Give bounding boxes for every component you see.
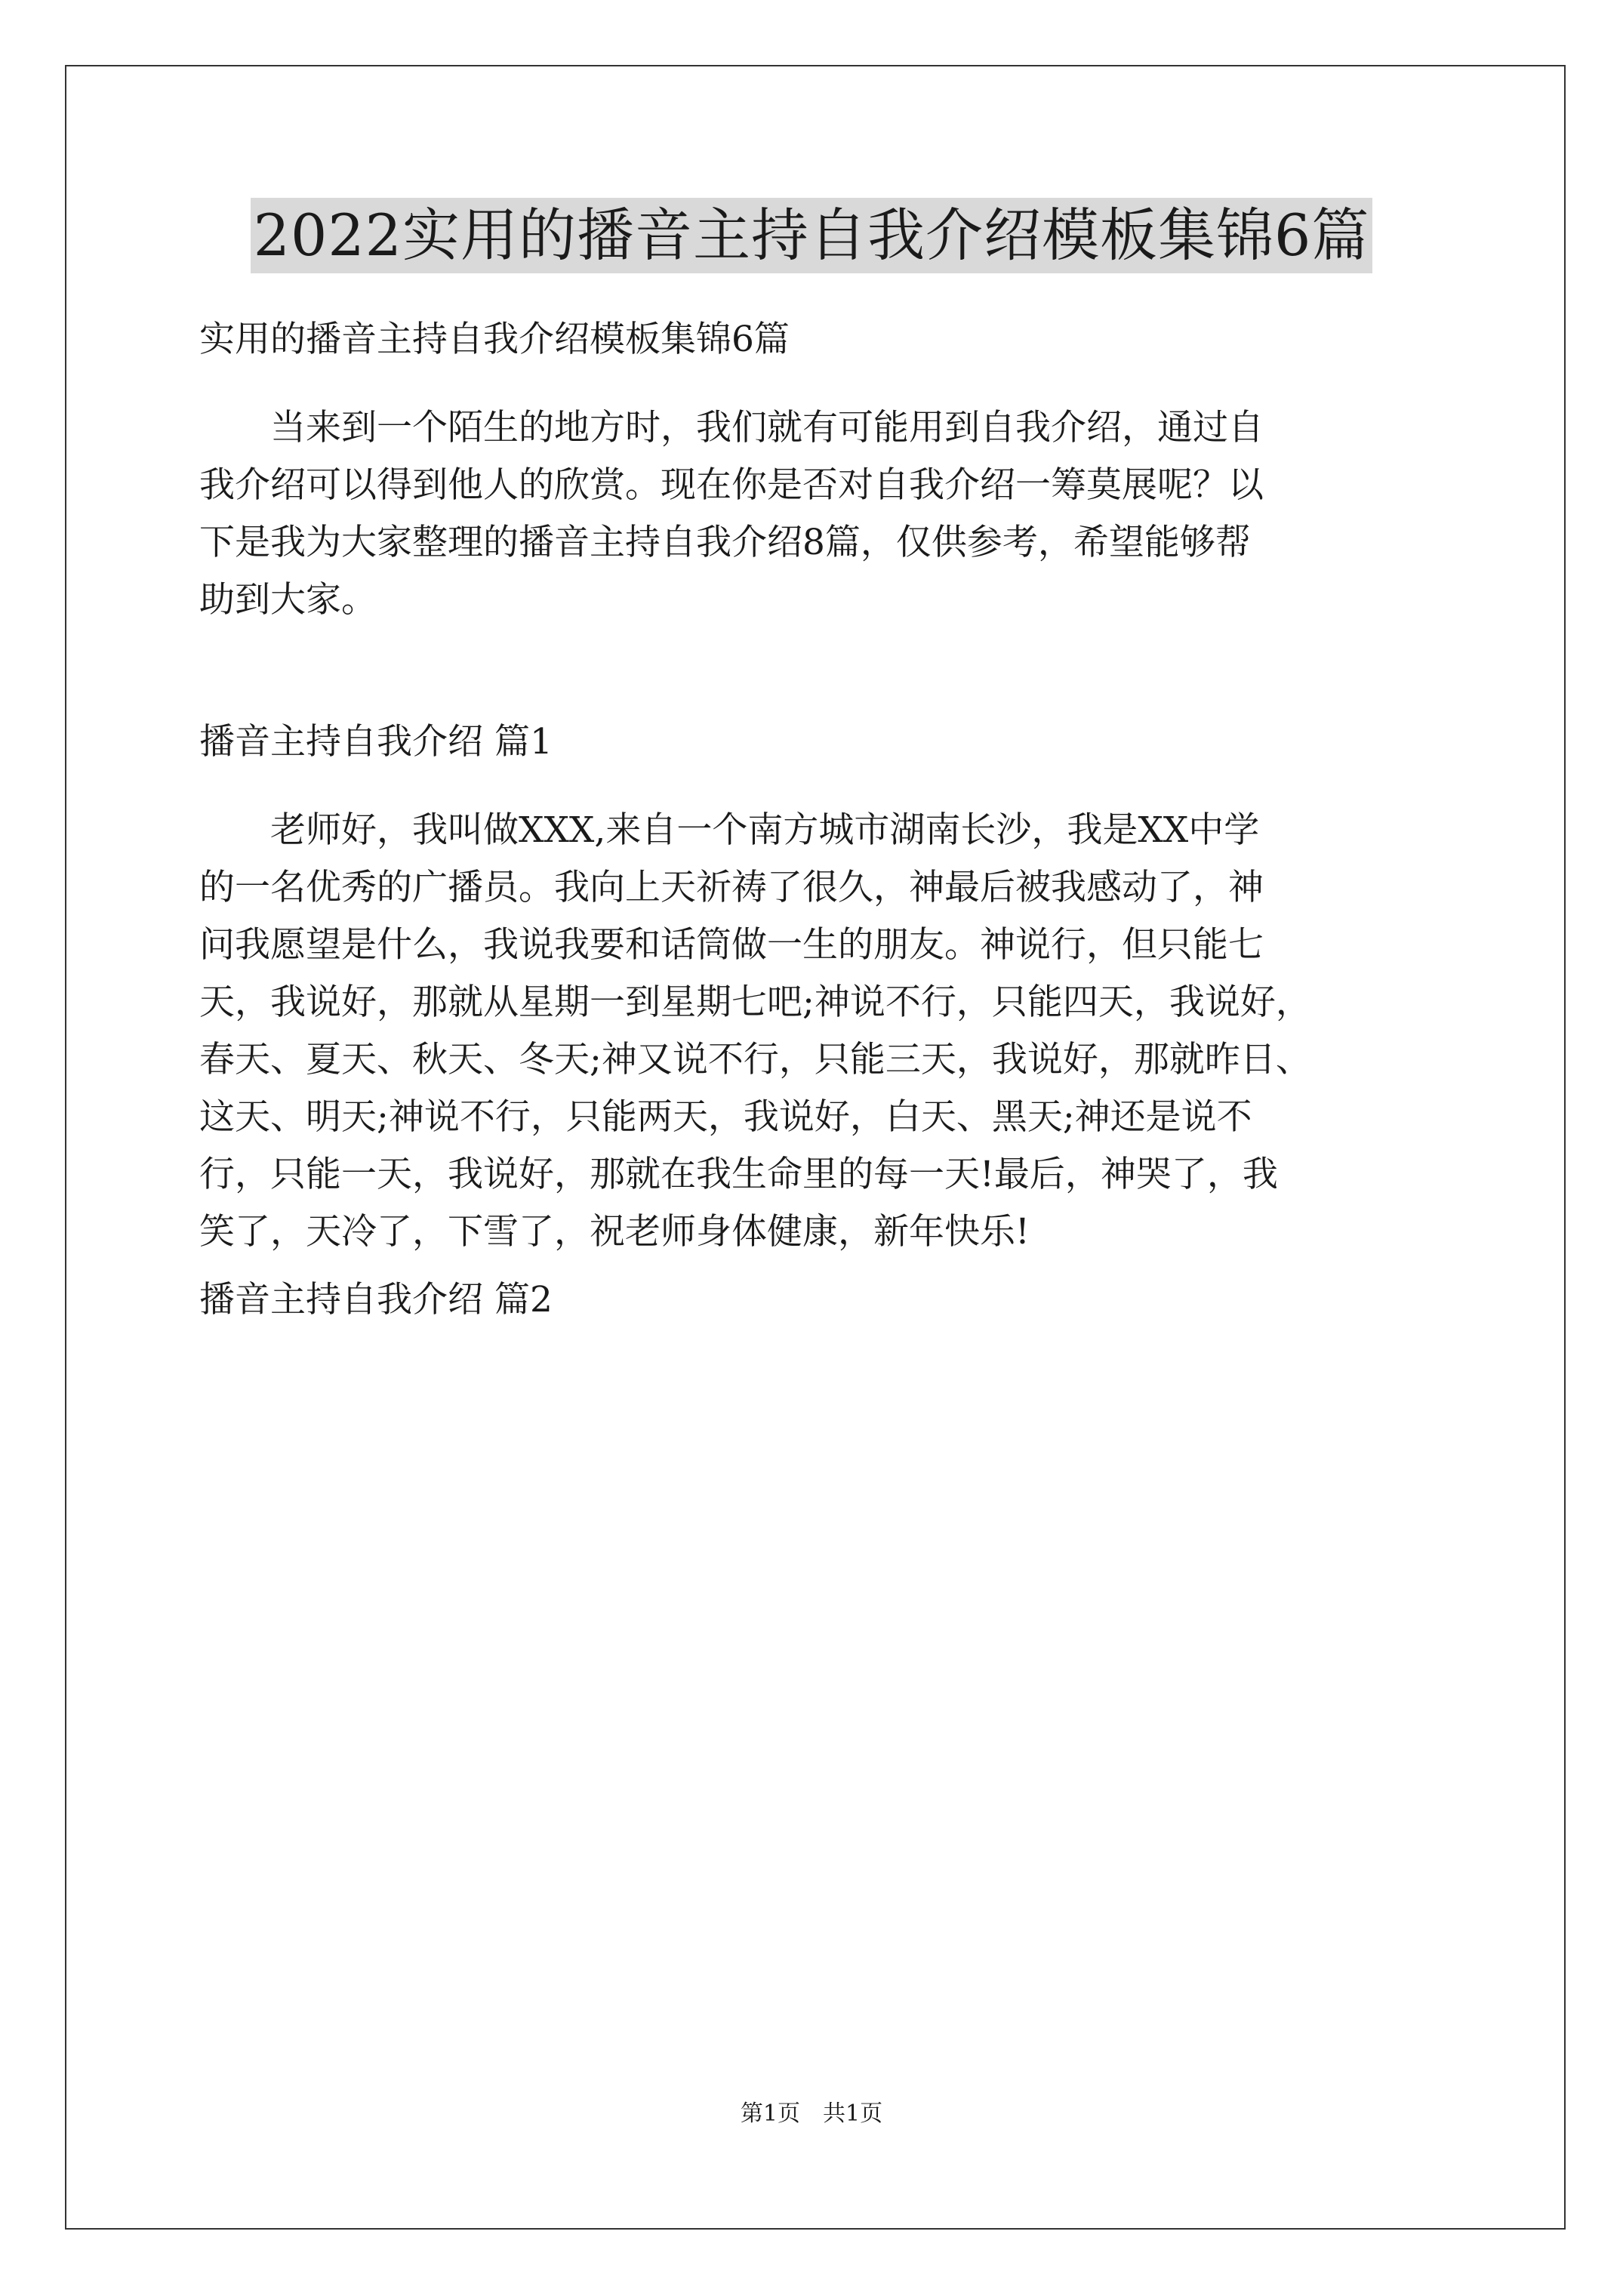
paragraph-line: 的一名优秀的广播员。我向上天祈祷了很久，神最后被我感动了，神 bbox=[199, 867, 1264, 908]
section-heading-1: 播音主持自我介绍 篇1 bbox=[199, 721, 553, 763]
paragraph-line: 笑了，天冷了，下雪了，祝老师身体健康，新年快乐! bbox=[199, 1211, 1030, 1253]
paragraph-line: 我介绍可以得到他人的欣赏。现在你是否对自我介绍一筹莫展呢？以 bbox=[199, 464, 1264, 506]
paragraph-line: 行，只能一天，我说好，那就在我生命里的每一天!最后，神哭了，我 bbox=[199, 1154, 1278, 1195]
section-1-paragraph bbox=[199, 802, 1437, 1261]
paragraph-line: 天，我说好，那就从星期一到星期七吧;神说不行，只能四天，我说好， bbox=[199, 982, 1311, 1023]
document-subtitle: 实用的播音主持自我介绍模板集锦6篇 bbox=[199, 319, 790, 360]
document-title: 2022实用的播音主持自我介绍模板集锦6篇 bbox=[251, 198, 1373, 273]
paragraph-line: 春天、夏天、秋天、冬天;神又说不行，只能三天，我说好，那就昨日、 bbox=[199, 1039, 1311, 1080]
document-body bbox=[199, 311, 1437, 1329]
intro-paragraph bbox=[199, 399, 1437, 629]
page-footer: 第1页 共1页 bbox=[740, 2100, 883, 2127]
title-container bbox=[0, 198, 1623, 273]
paragraph-line: 老师好，我叫做XXX,来自一个南方城市湖南长沙，我是XX中学 bbox=[199, 809, 1260, 851]
paragraph-line: 当来到一个陌生的地方时，我们就有可能用到自我介绍，通过自 bbox=[199, 407, 1264, 448]
paragraph-line: 这天、明天;神说不行，只能两天，我说好，白天、黑天;神还是说不 bbox=[199, 1096, 1252, 1138]
paragraph-line: 问我愿望是什么，我说我要和话筒做一生的朋友。神说行，但只能七 bbox=[199, 924, 1264, 966]
paragraph-line: 下是我为大家整理的播音主持自我介绍8篇，仅供参考，希望能够帮 bbox=[199, 522, 1251, 563]
paragraph-line: 助到大家。 bbox=[199, 579, 377, 621]
section-heading-2: 播音主持自我介绍 篇2 bbox=[199, 1279, 553, 1321]
